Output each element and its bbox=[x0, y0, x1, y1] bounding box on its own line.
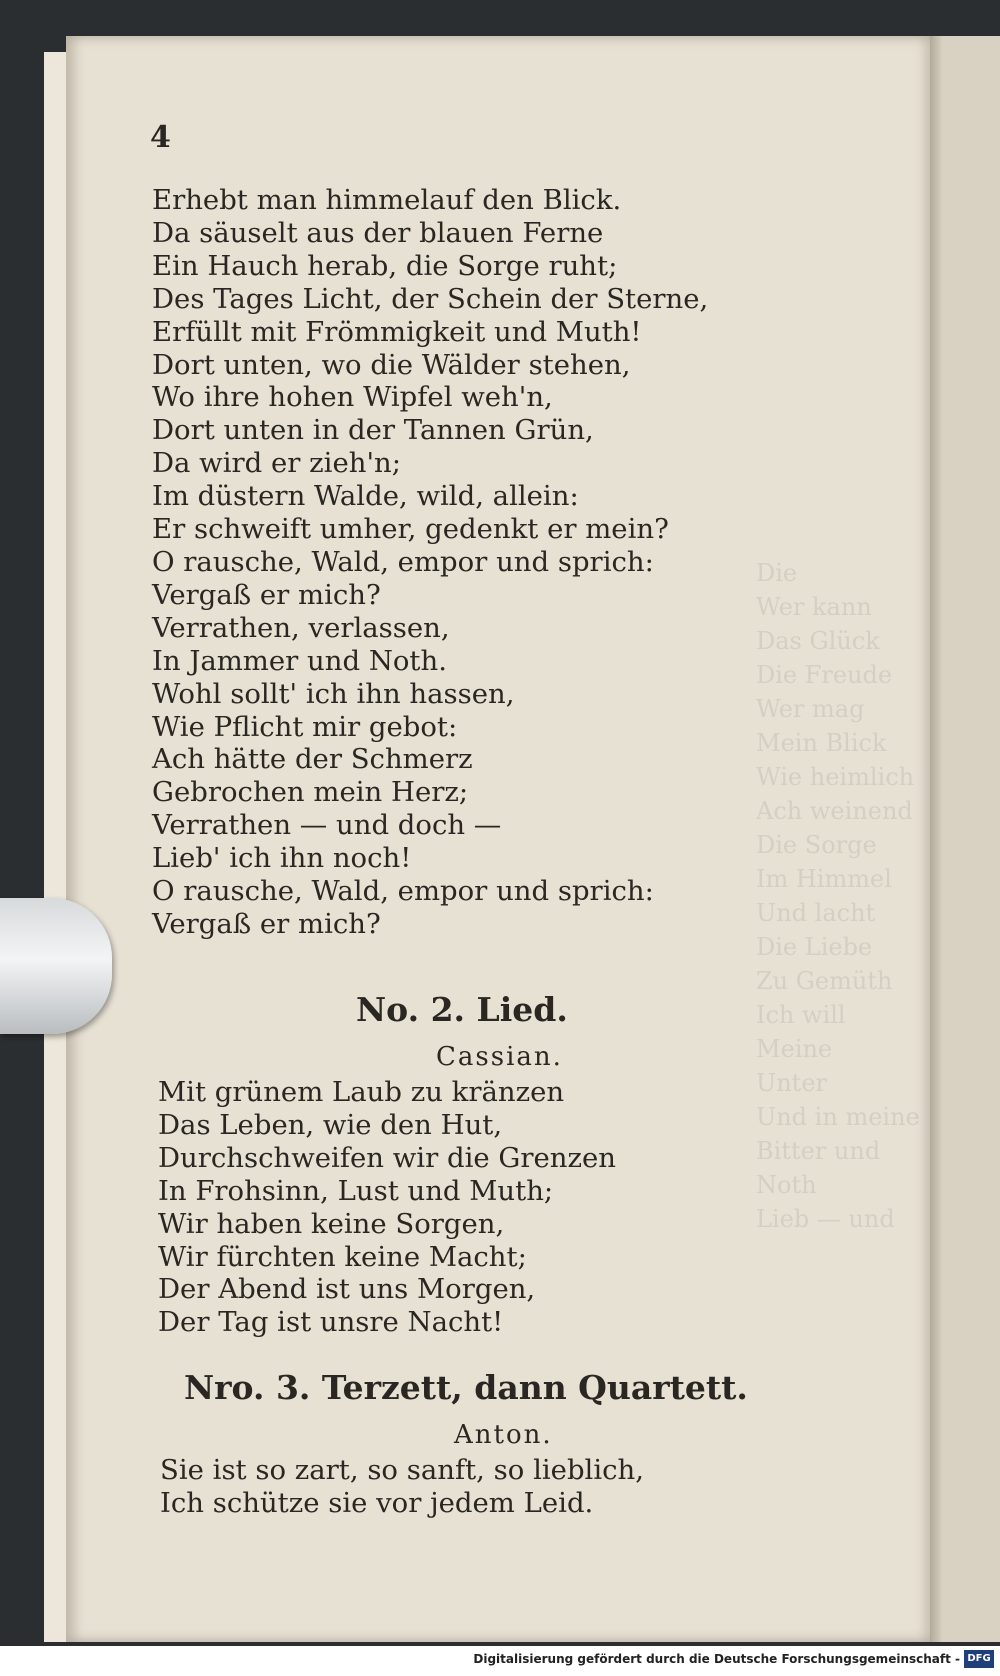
poem-text bbox=[152, 184, 708, 941]
song-line: Durchschweifen wir die Grenzen bbox=[158, 1141, 616, 1174]
song-line: Ich schütze sie vor jedem Leid. bbox=[160, 1486, 594, 1519]
song-line: Wir haben keine Sorgen, bbox=[158, 1207, 505, 1240]
speaker-label-cassian: Cassian. bbox=[436, 1042, 563, 1072]
poem-line: Ein Hauch herab, die Sorge ruht; bbox=[152, 249, 618, 282]
poem-line: Dort unten in der Tannen Grün, bbox=[152, 414, 594, 447]
facing-page bbox=[936, 36, 1000, 1642]
poem-line: Er schweift umher, gedenkt er mein? bbox=[152, 513, 669, 546]
song-line: Wir fürchten keine Macht; bbox=[158, 1240, 527, 1273]
dfg-logo: DFG bbox=[964, 1650, 994, 1668]
section-heading-no2: No. 2. Lied. bbox=[356, 990, 568, 1029]
poem-line: Da wird er zieh'n; bbox=[152, 447, 401, 480]
song-line: In Frohsinn, Lust und Muth; bbox=[158, 1174, 554, 1207]
poem-line: Ach hätte der Schmerz bbox=[152, 743, 473, 776]
speaker-label-anton: Anton. bbox=[454, 1420, 553, 1450]
poem-line: Erfüllt mit Frömmigkeit und Muth! bbox=[152, 315, 642, 348]
poem-line: Lieb' ich ihn noch! bbox=[152, 842, 412, 875]
song-text-no2 bbox=[158, 1076, 616, 1339]
poem-line: Vergaß er mich? bbox=[152, 578, 381, 611]
poem-line: In Jammer und Noth. bbox=[152, 644, 447, 677]
poem-line: Wo ihre hohen Wipfel weh'n, bbox=[152, 381, 553, 414]
poem-line: O rausche, Wald, empor und sprich: bbox=[152, 545, 654, 578]
funding-credit: Digitalisierung gefördert durch die Deutsche Forschungsgemeinschaft - bbox=[473, 1652, 960, 1666]
page-number: 4 bbox=[150, 120, 171, 155]
show-through-text: Die Wer kann Das Glück Die Freude Wer mag Mein Blick Wie heimlich Ach weinend Die Sorge Im Himmel Und lacht Die Liebe Zu Gemüth Ich will Meine Unter Und in meine Bitter und Noth Lieb — und bbox=[756, 559, 920, 1233]
poem-line: Vergaß er mich? bbox=[152, 907, 381, 940]
poem-line: Wie Pflicht mir gebot: bbox=[152, 710, 458, 743]
section-heading-no3: Nro. 3. Terzett, dann Quartett. bbox=[184, 1368, 748, 1407]
poem-line: Im düstern Walde, wild, allein: bbox=[152, 480, 579, 513]
poem-line: Dort unten, wo die Wälder stehen, bbox=[152, 348, 631, 381]
poem-line: O rausche, Wald, empor und sprich: bbox=[152, 875, 654, 908]
page-clip bbox=[0, 898, 112, 1034]
song-line: Der Abend ist uns Morgen, bbox=[158, 1273, 536, 1306]
poem-line: Da säuselt aus der blauen Ferne bbox=[152, 216, 604, 249]
poem-line: Erhebt man himmelauf den Blick. bbox=[152, 184, 622, 216]
song-line: Sie ist so zart, so sanft, so lieblich, bbox=[160, 1454, 644, 1486]
song-line: Das Leben, wie den Hut, bbox=[158, 1108, 503, 1141]
song-line: Mit grünem Laub zu kränzen bbox=[158, 1076, 565, 1108]
poem-line: Gebrochen mein Herz; bbox=[152, 776, 469, 809]
poem-line: Wohl sollt' ich ihn hassen, bbox=[152, 677, 515, 710]
song-line: Der Tag ist unsre Nacht! bbox=[158, 1306, 504, 1339]
poem-line: Des Tages Licht, der Schein der Sterne, bbox=[152, 282, 709, 315]
poem-line: Verrathen — und doch — bbox=[152, 809, 502, 842]
song-text-no3 bbox=[160, 1454, 644, 1520]
poem-line: Verrathen, verlassen, bbox=[152, 611, 450, 644]
